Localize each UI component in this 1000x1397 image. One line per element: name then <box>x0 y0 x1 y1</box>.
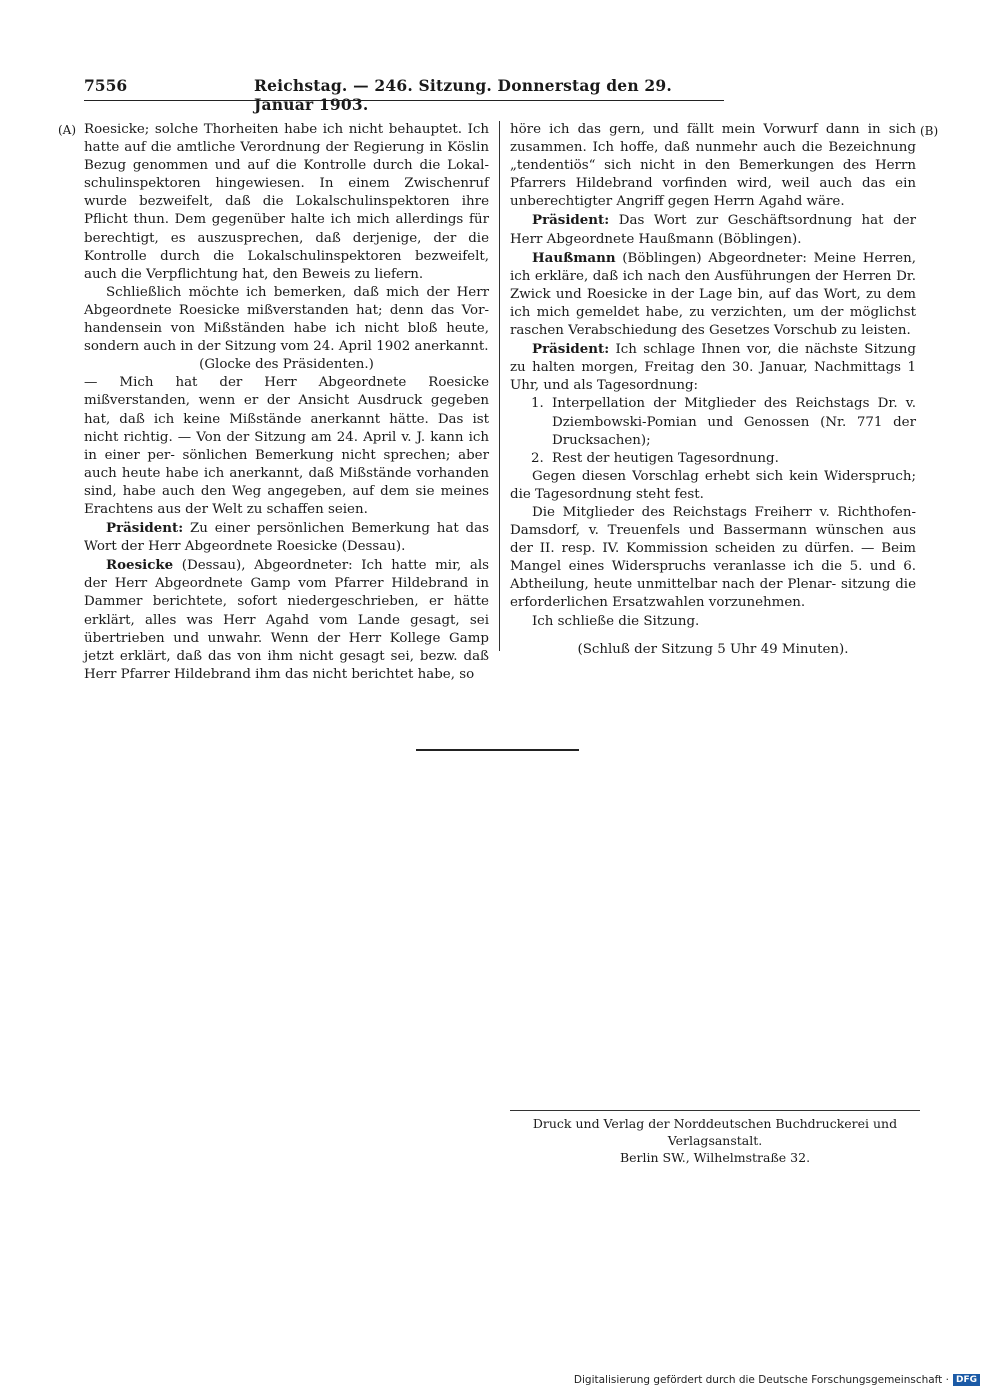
left-column <box>84 121 489 684</box>
paragraph: Ich schließe die Sitzung. <box>532 613 700 629</box>
stage-direction: (Glocke des Präsidenten.) <box>199 357 374 373</box>
header-rule <box>84 100 724 101</box>
speech-text: (Dessau), Abgeordneter: Ich hatte mir, als der Herr Abgeordnete Gamp vom Pfarrer Hildebrand in Dammer berichtete, sofort niedergeschrieben, er hätte erklärt, alles was Herr Agahd vom Lande gesagt, sei übertrieben und unwahr. Wenn der Herr Kollege Gamp jetzt erklärt, daß das von ihm nicht gesagt sei, bezw. daß Herr Pfarrer Hildebrand ihm das nicht berichtet habe, so <box>84 558 489 682</box>
column-divider <box>499 121 500 651</box>
paragraph <box>84 556 489 684</box>
closing-note: (Schluß der Sitzung 5 Uhr 49 Minuten). <box>577 641 849 657</box>
speech-text: Ich schlage Ihnen vor, die nächste Sitzung zu halten morgen, Freitag den 30. Januar, Nachmittags 1 Uhr, und als Tagesordnung: <box>510 342 916 394</box>
credit-text: Digitalisierung gefördert durch die Deutsche Forschungsgemeinschaft · <box>573 1374 949 1386</box>
agenda-list <box>510 395 916 467</box>
digitization-credit <box>560 1374 980 1386</box>
paragraph: Schließlich möchte ich bemerken, daß mich der Herr Abgeordnete Roesicke mißverstanden hat; denn das Vor- handensein von Mißständen habe ich nicht bloß heute, sondern auch in der Sitzung vom 24. April 1902 anerkannt. <box>84 284 489 355</box>
speech-text: Zu einer persönlichen Bemerkung hat das Wort der Herr Abgeordnete Roesicke (Dessau). <box>84 521 489 555</box>
end-rule <box>416 749 579 751</box>
paragraph: — Mich hat der Herr Abgeordnete Roesicke mißverstanden, wenn er der Ansicht Ausdruck gegeben hat, daß ich keine Mißstände anerkannt hätte. Das ist nicht richtig. — Von der Sitzung am 24. April v. J. kann ich in einer per- sönlichen Bemerkung nicht sprechen; aber auch heute habe ich anerkannt, daß Mißstände vorhanden sind, habe auch den Weg angegeben, auf dem sie meines Erachtens aus der Welt zu schaffen seien. <box>84 375 489 517</box>
paragraph: höre ich das gern, und fällt mein Vorwurf dann in sich zusammen. Ich hoffe, daß nunmehr auch die Bezeichnung „tendentiös“ sich nicht in den Bemerkungen des Herrn Pfarrers Hildebrand vorfinden wird, weil auch das ein unberechtigter Angriff gegen Herrn Agahd wäre. <box>510 122 916 210</box>
speaker-name: Haußmann <box>532 249 616 266</box>
speech-text: Das Wort zur Geschäftsordnung hat der Herr Abgeordnete Haußmann (Böblingen). <box>510 213 916 247</box>
margin-mark-b: (B) <box>920 124 939 138</box>
agenda-item: 2. Rest der heutigen Tagesordnung. <box>548 450 916 468</box>
speaker-name: Präsident: <box>106 520 184 537</box>
running-header <box>84 76 722 114</box>
paragraph <box>510 249 916 340</box>
imprint-line: Druck und Verlag der Norddeutschen Buchdruckerei und Verlagsanstalt. <box>532 1116 898 1148</box>
speaker-name: Präsident: <box>532 212 610 229</box>
paragraph <box>510 340 916 395</box>
running-head: Reichstag. — 246. Sitzung. Donnerstag den 29. Januar 1903. <box>254 76 672 114</box>
printer-imprint <box>510 1115 920 1166</box>
paragraph: Roesicke; solche Thorheiten habe ich nicht behauptet. Ich hatte auf die amtliche Verordnung der Regierung in Köslin Bezug genommen und auf die Kontrolle durch die Lokal- schulinspektoren hingewiesen. In einem Zwischenruf wurde bezweifelt, daß die Lokalschulinspektoren ihre Pflicht thun. Dem gegenüber halte ich mich allerdings für berechtigt, es auszusprechen, daß derjenige, der die Kontrolle durch die Lokalschulinspektoren bezweifelt, auch die Verpflichtung hat, den Beweis zu liefern. <box>84 122 489 282</box>
speech-text: (Böblingen) Abgeordneter: Meine Herren, ich erkläre, daß ich nach den Ausführungen der Herren Dr. Zwick und Roesicke in der Lage bin, auf das Wort, zu dem ich mich gemeldet habe, zu verzichten, um der möglichst raschen Verabschiedung des Gesetzes Vorschub zu leisten. <box>510 250 916 339</box>
agenda-item: 1. Interpellation der Mitglieder des Reichstags Dr. v. Dziembowski-Pomian und Genossen (Nr. 771 der Drucksachen); <box>548 395 916 449</box>
imprint-line: Berlin SW., Wilhelmstraße 32. <box>619 1150 811 1165</box>
paragraph: Die Mitglieder des Reichstags Freiherr v. Richthofen- Damsdorf, v. Treuenfels und Bassermann wünschen aus der II. resp. IV. Kommission scheiden zu dürfen. — Beim Mangel eines Widerspruchs veranlasse ich die 5. und 6. Abtheilung, heute unmittelbar nach der Plenar- sitzung die erforderlichen Ersatzwahlen vorzunehmen. <box>510 504 916 611</box>
right-column <box>510 121 916 659</box>
paragraph <box>510 211 916 248</box>
page-number: 7556 <box>84 76 128 95</box>
speaker-name: Roesicke <box>106 557 174 574</box>
imprint-rule <box>510 1110 920 1111</box>
speaker-name: Präsident: <box>532 341 610 358</box>
margin-mark-a: (A) <box>58 123 77 137</box>
paragraph: Gegen diesen Vorschlag erhebt sich kein Widerspruch; die Tagesordnung steht fest. <box>510 468 916 502</box>
dfg-logo-icon: DFG <box>953 1374 980 1386</box>
paragraph <box>84 519 489 556</box>
